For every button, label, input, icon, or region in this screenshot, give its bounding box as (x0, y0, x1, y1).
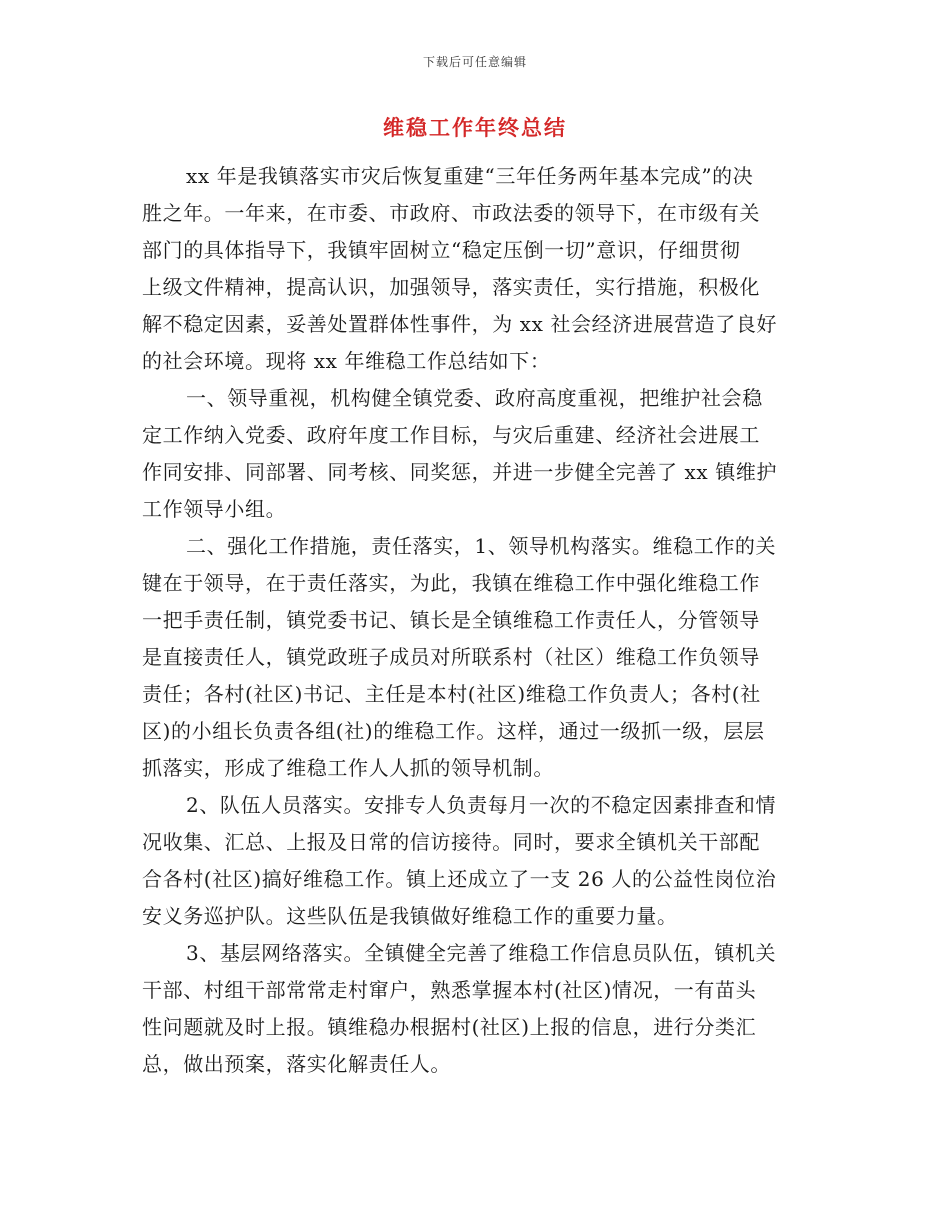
text-line: 一、领导重视，机构健全镇党委、政府高度重视，把维护社会稳 (186, 386, 763, 410)
text-line: 一把手责任制，镇党委书记、镇长是全镇维稳工作责任人，分管领导 (142, 608, 760, 632)
text-line: 干部、村组干部常常走村窜户，熟悉掌握本村(社区)情况，一有苗头 (142, 978, 757, 1002)
text-line: 安义务巡护队。这些队伍是我镇做好维稳工作的重要力量。 (142, 904, 678, 928)
paragraph-section-1 (142, 380, 808, 528)
text-line: 的社会环境。现将 xx 年维稳工作总结如下： (142, 349, 551, 373)
text-line: 定工作纳入党委、政府年度工作目标，与灾后重建、经济社会进展工 (142, 423, 760, 447)
text-line: 责任；各村(社区)书记、主任是本村(社区)维稳工作负责人；各村(社 (142, 682, 761, 706)
text-line: 上级文件精神，提高认识，加强领导，落实责任，实行措施，积极化 (142, 275, 760, 299)
paragraph-section-2 (142, 528, 808, 787)
document-title: 维稳工作年终总结 (383, 115, 567, 140)
text-line: 解不稳定因素，妥善处置群体性事件，为 xx 社会经济进展营造了良好 (142, 312, 778, 336)
text-line: 工作领导小组。 (142, 497, 287, 521)
text-line: 部门的具体指导下，我镇牢固树立“稳定压倒一切”意识，仔细贯彻 (142, 238, 741, 262)
text-line: 况收集、汇总、上报及日常的信访接待。同时，要求全镇机关干部配 (142, 830, 760, 854)
text-line: 胜之年。一年来，在市委、市政府、市政法委的领导下，在市级有关 (142, 201, 760, 225)
text-line: 键在于领导，在于责任落实，为此，我镇在维稳工作中强化维稳工作 (142, 571, 760, 595)
text-line: 是直接责任人，镇党政班子成员对所联系村（社区）维稳工作负领导 (142, 645, 760, 669)
text-line: 作同安排、同部署、同考核、同奖惩，并进一步健全完善了 xx 镇维护 (142, 460, 778, 484)
text-line: 性问题就及时上报。镇维稳办根据村(社区)上报的信息，进行分类汇 (142, 1015, 757, 1039)
text-line: 2、队伍人员落实。安排专人负责每月一次的不稳定因素排查和情 (186, 793, 777, 817)
text-line: 合各村(社区)搞好维稳工作。镇上还成立了一支 26 人的公益性岗位治 (142, 867, 777, 891)
paragraph-section-2-2 (142, 787, 808, 935)
header-note: 下载后可任意编辑 (422, 55, 527, 69)
text-line: 二、强化工作措施，责任落实，1、领导机构落实。维稳工作的关 (186, 534, 777, 558)
text-line: 总，做出预案，落实化解责任人。 (142, 1052, 451, 1076)
text-line: 3、基层网络落实。全镇健全完善了维稳工作信息员队伍，镇机关 (186, 941, 777, 965)
text-line: xx 年是我镇落实市灾后恢复重建“三年任务两年基本完成”的决 (186, 164, 754, 188)
paragraph-section-2-3 (142, 935, 808, 1083)
text-line: 区)的小组长负责各组(社)的维稳工作。这样，通过一级抓一级，层层 (142, 719, 765, 743)
text-line: 抓落实，形成了维稳工作人人抓的领导机制。 (142, 756, 554, 780)
paragraph-intro (142, 158, 808, 380)
document-body (142, 158, 808, 1083)
